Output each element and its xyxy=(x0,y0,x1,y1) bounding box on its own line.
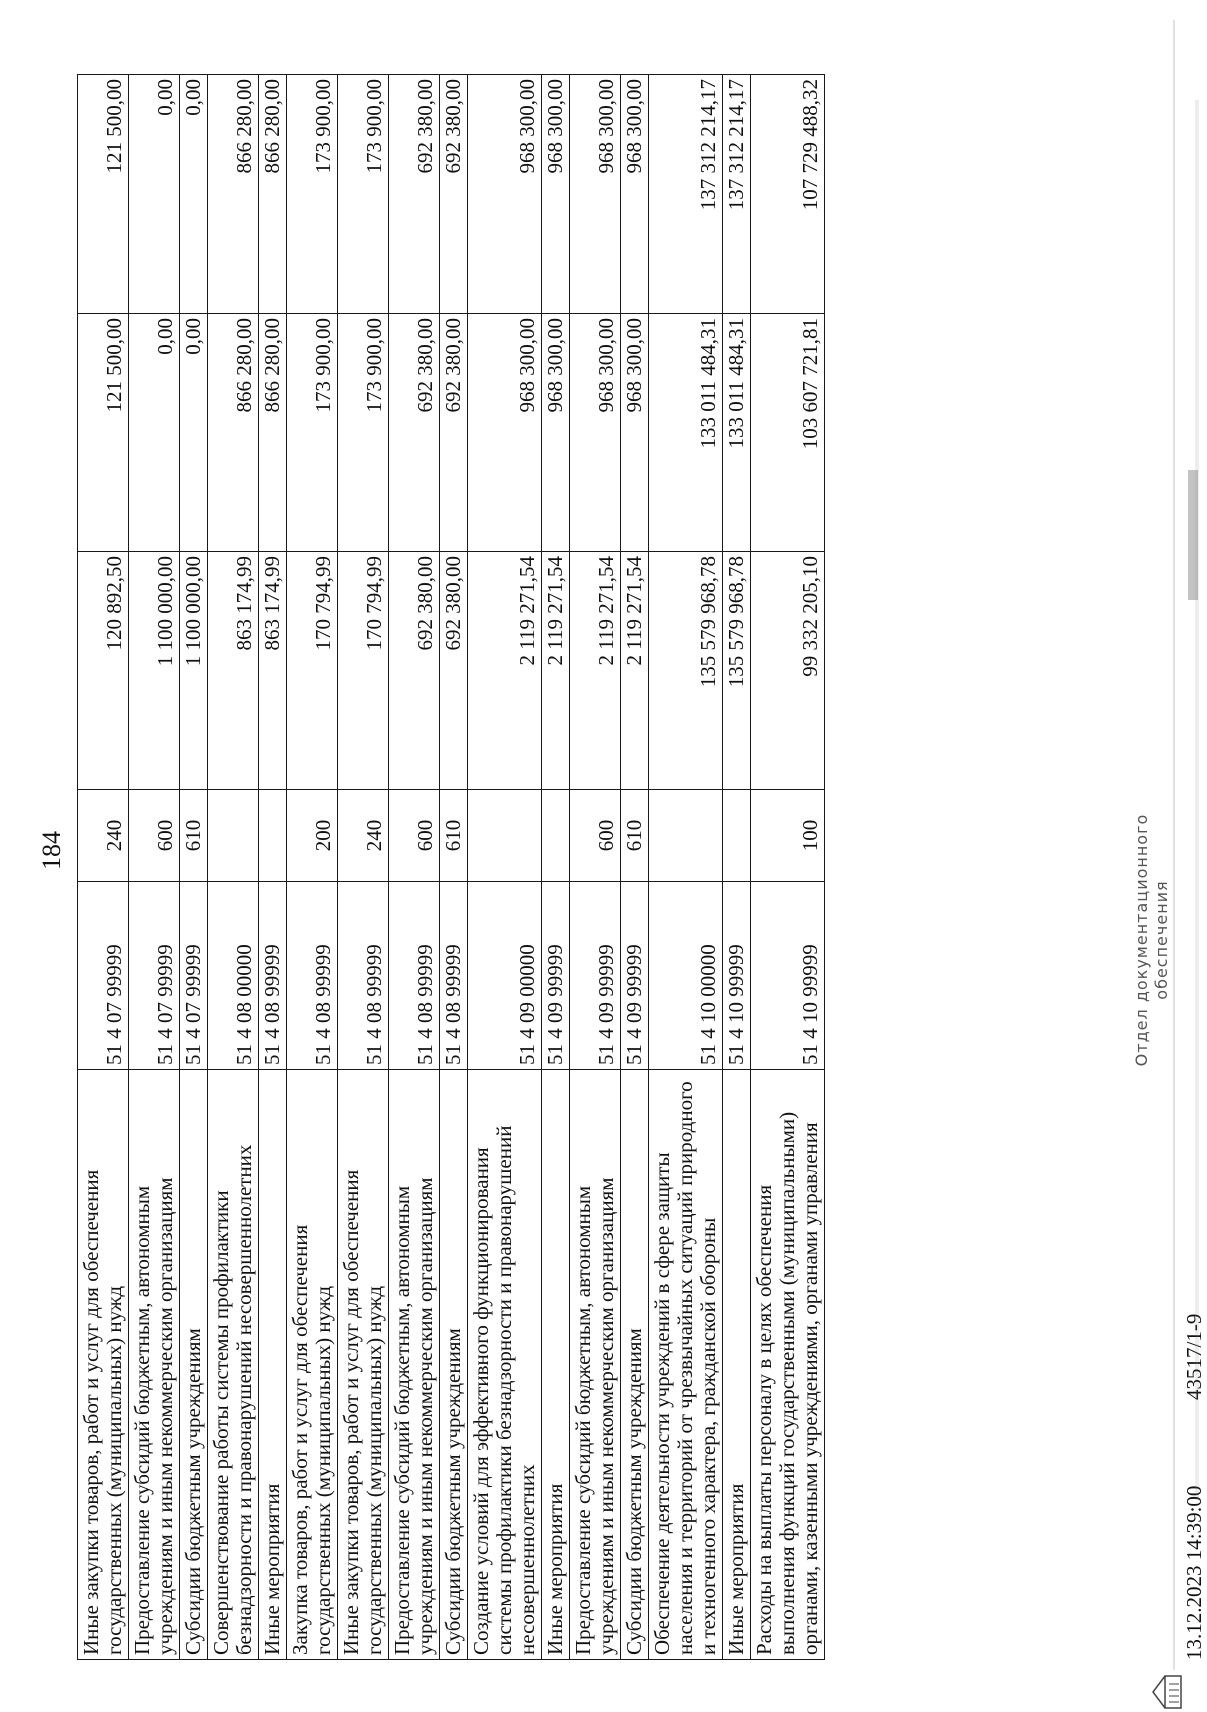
row-expense-type: 600 xyxy=(129,790,180,882)
row-amount-year-3: 0,00 xyxy=(180,75,208,314)
row-target-code: 51 4 08 99999 xyxy=(440,882,468,1070)
footer-doc-number: 43517/1-9 xyxy=(1182,1313,1206,1400)
row-amount-year-2: 968 300,00 xyxy=(542,314,570,552)
scan-edge xyxy=(1195,100,1199,1500)
row-expense-type: 240 xyxy=(338,790,389,882)
row-name: Обеспечение деятельности учреждений в сфере защиты населения и территорий от чрезвычайных ситуаций природного и техногенного характера, гражданской обороны xyxy=(649,1070,723,1660)
row-amount-year-2: 121 500,00 xyxy=(78,314,129,552)
row-expense-type: 600 xyxy=(389,790,440,882)
row-amount-year-3: 107 729 488,32 xyxy=(751,75,825,314)
row-target-code: 51 4 09 99999 xyxy=(570,882,621,1070)
row-amount-year-2: 0,00 xyxy=(180,314,208,552)
table-row xyxy=(649,75,723,1660)
table-row xyxy=(389,75,440,1660)
row-expense-type xyxy=(259,790,287,882)
page-number: 184 xyxy=(37,831,66,870)
row-target-code: 51 4 07 99999 xyxy=(78,882,129,1070)
stamp-line-2: обеспечения xyxy=(1152,880,1171,1000)
row-target-code: 51 4 10 99999 xyxy=(751,882,825,1070)
row-amount-year-3: 968 300,00 xyxy=(468,75,542,314)
row-amount-year-1: 2 119 271,54 xyxy=(468,552,542,790)
table-row xyxy=(751,75,825,1660)
row-target-code: 51 4 10 00000 xyxy=(649,882,723,1070)
row-amount-year-2: 133 011 484,31 xyxy=(649,314,723,552)
stamp-line-1: Отдел документационного xyxy=(1132,813,1151,1067)
row-amount-year-3: 692 380,00 xyxy=(440,75,468,314)
table-row xyxy=(287,75,338,1660)
row-expense-type: 610 xyxy=(621,790,649,882)
row-target-code: 51 4 08 99999 xyxy=(338,882,389,1070)
row-name: Субсидии бюджетным учреждениям xyxy=(440,1070,468,1660)
row-target-code: 51 4 09 00000 xyxy=(468,882,542,1070)
row-amount-year-2: 103 607 721,81 xyxy=(751,314,825,552)
row-name: Иные мероприятия xyxy=(259,1070,287,1660)
row-amount-year-2: 0,00 xyxy=(129,314,180,552)
row-amount-year-3: 173 900,00 xyxy=(287,75,338,314)
row-target-code: 51 4 08 00000 xyxy=(208,882,259,1070)
scan-edge xyxy=(1173,20,1175,1670)
row-amount-year-2: 133 011 484,31 xyxy=(723,314,751,552)
row-amount-year-1: 135 579 968,78 xyxy=(649,552,723,790)
table-row xyxy=(468,75,542,1660)
row-amount-year-2: 692 380,00 xyxy=(389,314,440,552)
department-stamp xyxy=(1132,590,1172,1290)
row-name: Субсидии бюджетным учреждениям xyxy=(621,1070,649,1660)
row-amount-year-3: 173 900,00 xyxy=(338,75,389,314)
row-amount-year-3: 121 500,00 xyxy=(78,75,129,314)
table-row xyxy=(723,75,751,1660)
row-amount-year-1: 135 579 968,78 xyxy=(723,552,751,790)
row-target-code: 51 4 08 99999 xyxy=(259,882,287,1070)
row-amount-year-1: 170 794,99 xyxy=(338,552,389,790)
row-amount-year-3: 866 280,00 xyxy=(259,75,287,314)
row-target-code: 51 4 08 99999 xyxy=(389,882,440,1070)
row-expense-type: 200 xyxy=(287,790,338,882)
table-row xyxy=(78,75,129,1660)
table-row xyxy=(129,75,180,1660)
table-row xyxy=(180,75,208,1660)
row-target-code: 51 4 08 99999 xyxy=(287,882,338,1070)
row-amount-year-3: 968 300,00 xyxy=(621,75,649,314)
row-target-code: 51 4 07 99999 xyxy=(129,882,180,1070)
row-amount-year-3: 968 300,00 xyxy=(570,75,621,314)
row-amount-year-1: 120 892,50 xyxy=(78,552,129,790)
row-amount-year-1: 692 380,00 xyxy=(389,552,440,790)
row-amount-year-1: 170 794,99 xyxy=(287,552,338,790)
row-amount-year-1: 2 119 271,54 xyxy=(621,552,649,790)
row-name: Совершенствование работы системы профилактики безнадзорности и правонарушений несовершеннолетних xyxy=(208,1070,259,1660)
table-row xyxy=(570,75,621,1660)
row-amount-year-3: 137 312 214,17 xyxy=(649,75,723,314)
row-expense-type xyxy=(542,790,570,882)
row-amount-year-2: 173 900,00 xyxy=(287,314,338,552)
row-expense-type: 100 xyxy=(751,790,825,882)
rotated-content xyxy=(37,75,1206,1660)
row-amount-year-2: 692 380,00 xyxy=(440,314,468,552)
row-amount-year-3: 692 380,00 xyxy=(389,75,440,314)
scan-barcode xyxy=(1188,470,1198,600)
row-name: Предоставление субсидий бюджетным, автономным учреждениям и иным некоммерческим организациям xyxy=(389,1070,440,1660)
row-name: Предоставление субсидий бюджетным, автономным учреждениям и иным некоммерческим организациям xyxy=(129,1070,180,1660)
row-amount-year-1: 99 332 205,10 xyxy=(751,552,825,790)
row-amount-year-2: 968 300,00 xyxy=(621,314,649,552)
row-target-code: 51 4 10 99999 xyxy=(723,882,751,1070)
row-amount-year-2: 968 300,00 xyxy=(570,314,621,552)
row-amount-year-1: 1 100 000,00 xyxy=(180,552,208,790)
row-name: Иные закупки товаров, работ и услуг для обеспечения государственных (муниципальных) нужд xyxy=(338,1070,389,1660)
row-amount-year-3: 0,00 xyxy=(129,75,180,314)
table-row xyxy=(542,75,570,1660)
row-expense-type: 600 xyxy=(570,790,621,882)
row-name: Расходы на выплаты персоналу в целях обеспечения выполнения функций государственными (муниципальными) органами, казенными учреждениями, органами управления xyxy=(751,1070,825,1660)
table-row xyxy=(338,75,389,1660)
row-amount-year-1: 1 100 000,00 xyxy=(129,552,180,790)
row-amount-year-3: 866 280,00 xyxy=(208,75,259,314)
row-name: Иные мероприятия xyxy=(542,1070,570,1660)
row-name: Создание условий для эффективного функционирования системы профилактики безнадзорности и правонарушений несовершеннолетних xyxy=(468,1070,542,1660)
row-expense-type xyxy=(649,790,723,882)
row-expense-type: 610 xyxy=(180,790,208,882)
table-row xyxy=(259,75,287,1660)
row-amount-year-1: 692 380,00 xyxy=(440,552,468,790)
row-expense-type: 610 xyxy=(440,790,468,882)
row-expense-type xyxy=(468,790,542,882)
row-expense-type xyxy=(208,790,259,882)
table-row xyxy=(208,75,259,1660)
budget-table xyxy=(77,74,825,1660)
row-amount-year-2: 866 280,00 xyxy=(259,314,287,552)
row-amount-year-1: 863 174,99 xyxy=(259,552,287,790)
row-amount-year-2: 866 280,00 xyxy=(208,314,259,552)
row-amount-year-1: 2 119 271,54 xyxy=(570,552,621,790)
table-row xyxy=(440,75,468,1660)
logo-icon xyxy=(1147,1672,1187,1712)
row-amount-year-2: 173 900,00 xyxy=(338,314,389,552)
row-amount-year-2: 968 300,00 xyxy=(468,314,542,552)
row-target-code: 51 4 09 99999 xyxy=(621,882,649,1070)
footer-date: 13.12.2023 14:39:00 xyxy=(1182,1485,1206,1660)
row-name: Иные мероприятия xyxy=(723,1070,751,1660)
row-expense-type xyxy=(723,790,751,882)
row-amount-year-3: 137 312 214,17 xyxy=(723,75,751,314)
row-name: Субсидии бюджетным учреждениям xyxy=(180,1070,208,1660)
row-amount-year-3: 968 300,00 xyxy=(542,75,570,314)
row-target-code: 51 4 07 99999 xyxy=(180,882,208,1070)
row-amount-year-1: 863 174,99 xyxy=(208,552,259,790)
row-name: Иные закупки товаров, работ и услуг для обеспечения государственных (муниципальных) нужд xyxy=(78,1070,129,1660)
row-target-code: 51 4 09 99999 xyxy=(542,882,570,1070)
row-expense-type: 240 xyxy=(78,790,129,882)
row-name: Предоставление субсидий бюджетным, автономным учреждениям и иным некоммерческим организациям xyxy=(570,1070,621,1660)
table-row xyxy=(621,75,649,1660)
row-amount-year-1: 2 119 271,54 xyxy=(542,552,570,790)
row-name: Закупка товаров, работ и услуг для обеспечения государственных (муниципальных) нужд xyxy=(287,1070,338,1660)
